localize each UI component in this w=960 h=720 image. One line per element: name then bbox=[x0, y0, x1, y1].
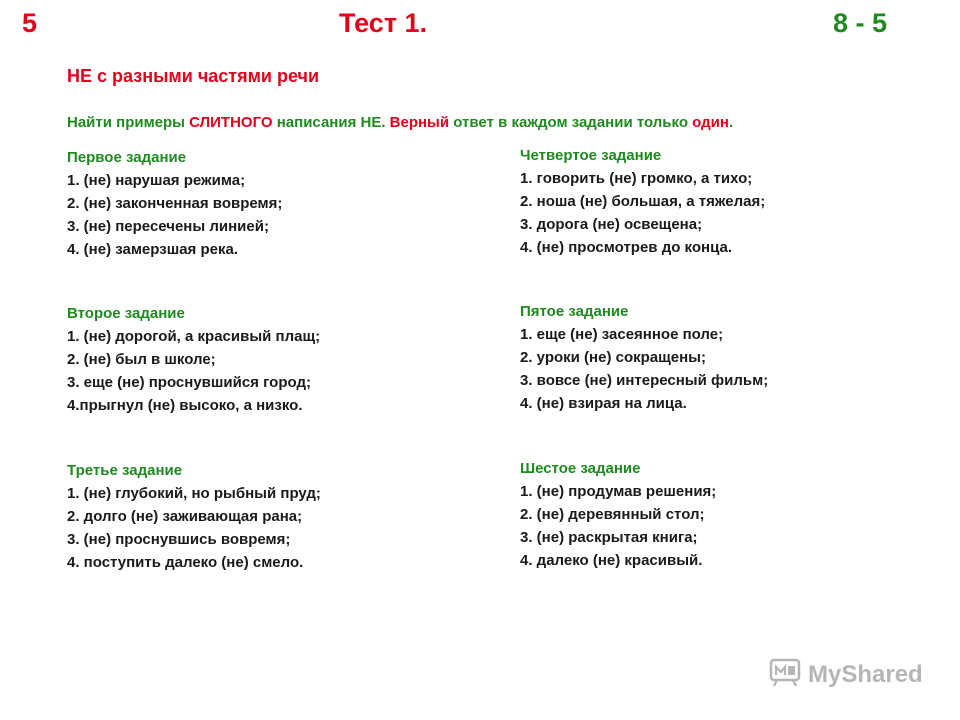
task-option: 2. (не) законченная вовремя; bbox=[67, 195, 283, 212]
watermark-text: MyShared bbox=[808, 660, 923, 688]
mortarboard-logo-icon bbox=[768, 657, 802, 692]
task-heading: Второе задание bbox=[67, 305, 185, 322]
task-first bbox=[67, 147, 282, 261]
task-option: 3. (не) пересечены линией; bbox=[67, 218, 269, 235]
slide-number-right: 8 - 5 bbox=[833, 8, 888, 38]
task-option: 3. дорога (не) освещена; bbox=[520, 216, 703, 233]
task-option: 2. (не) был в школе; bbox=[67, 351, 216, 368]
task-option: 1. (не) продумав решения; bbox=[520, 483, 717, 500]
task-option: 1. говорить (не) громко, а тихо; bbox=[520, 170, 753, 187]
task-option: 4. (не) замерзшая река. bbox=[67, 241, 238, 258]
task-option: 2. уроки (не) сокращены; bbox=[520, 349, 706, 366]
task-option: 1. (не) нарушая режима; bbox=[67, 172, 246, 189]
instruction-part: написания НЕ. bbox=[272, 114, 390, 131]
task-fifth bbox=[520, 301, 768, 415]
watermark bbox=[768, 657, 923, 692]
task-sixth bbox=[520, 458, 716, 572]
instruction-emphasis: один bbox=[692, 114, 729, 131]
task-option: 4.прыгнул (не) высоко, а низко. bbox=[67, 397, 303, 414]
task-heading: Шестое задание bbox=[520, 460, 641, 477]
task-option: 4. далеко (не) красивый. bbox=[520, 552, 703, 569]
instruction-part: Найти примеры bbox=[67, 114, 190, 131]
task-option: 3. еще (не) проснувшийся город; bbox=[67, 374, 311, 391]
page-title: Тест 1. bbox=[339, 8, 428, 38]
instruction-text bbox=[67, 114, 733, 131]
task-option: 3. (не) раскрытая книга; bbox=[520, 529, 698, 546]
task-option: 3. (не) проснувшись вовремя; bbox=[67, 531, 291, 548]
task-option: 2. (не) деревянный стол; bbox=[520, 506, 705, 523]
instruction-part: . bbox=[728, 114, 734, 131]
task-second bbox=[67, 303, 320, 417]
task-heading: Третье задание bbox=[67, 462, 183, 479]
instruction-emphasis: Верный bbox=[389, 114, 450, 131]
subtitle: НЕ с разными частями речи bbox=[67, 66, 320, 86]
task-third bbox=[67, 460, 321, 574]
task-heading: Первое задание bbox=[67, 149, 187, 166]
task-option: 2. ноша (не) большая, а тяжелая; bbox=[520, 193, 766, 210]
instruction-emphasis: СЛИТНОГО bbox=[189, 114, 273, 131]
task-option: 1. (не) дорогой, а красивый плащ; bbox=[67, 328, 321, 345]
task-option: 1. (не) глубокий, но рыбный пруд; bbox=[67, 485, 321, 502]
task-heading: Пятое задание bbox=[520, 303, 629, 320]
task-option: 4. (не) взирая на лица. bbox=[520, 395, 687, 412]
slide-number-left: 5 bbox=[22, 8, 38, 38]
task-option: 1. еще (не) засеянное поле; bbox=[520, 326, 724, 343]
task-heading: Четвертое задание bbox=[520, 147, 662, 164]
task-fourth bbox=[520, 145, 765, 259]
task-option: 4. поступить далеко (не) смело. bbox=[67, 554, 304, 571]
task-option: 4. (не) просмотрев до конца. bbox=[520, 239, 732, 256]
task-option: 3. вовсе (не) интересный фильм; bbox=[520, 372, 769, 389]
instruction-part: ответ в каждом задании только bbox=[449, 114, 693, 131]
task-option: 2. долго (не) заживающая рана; bbox=[67, 508, 303, 525]
